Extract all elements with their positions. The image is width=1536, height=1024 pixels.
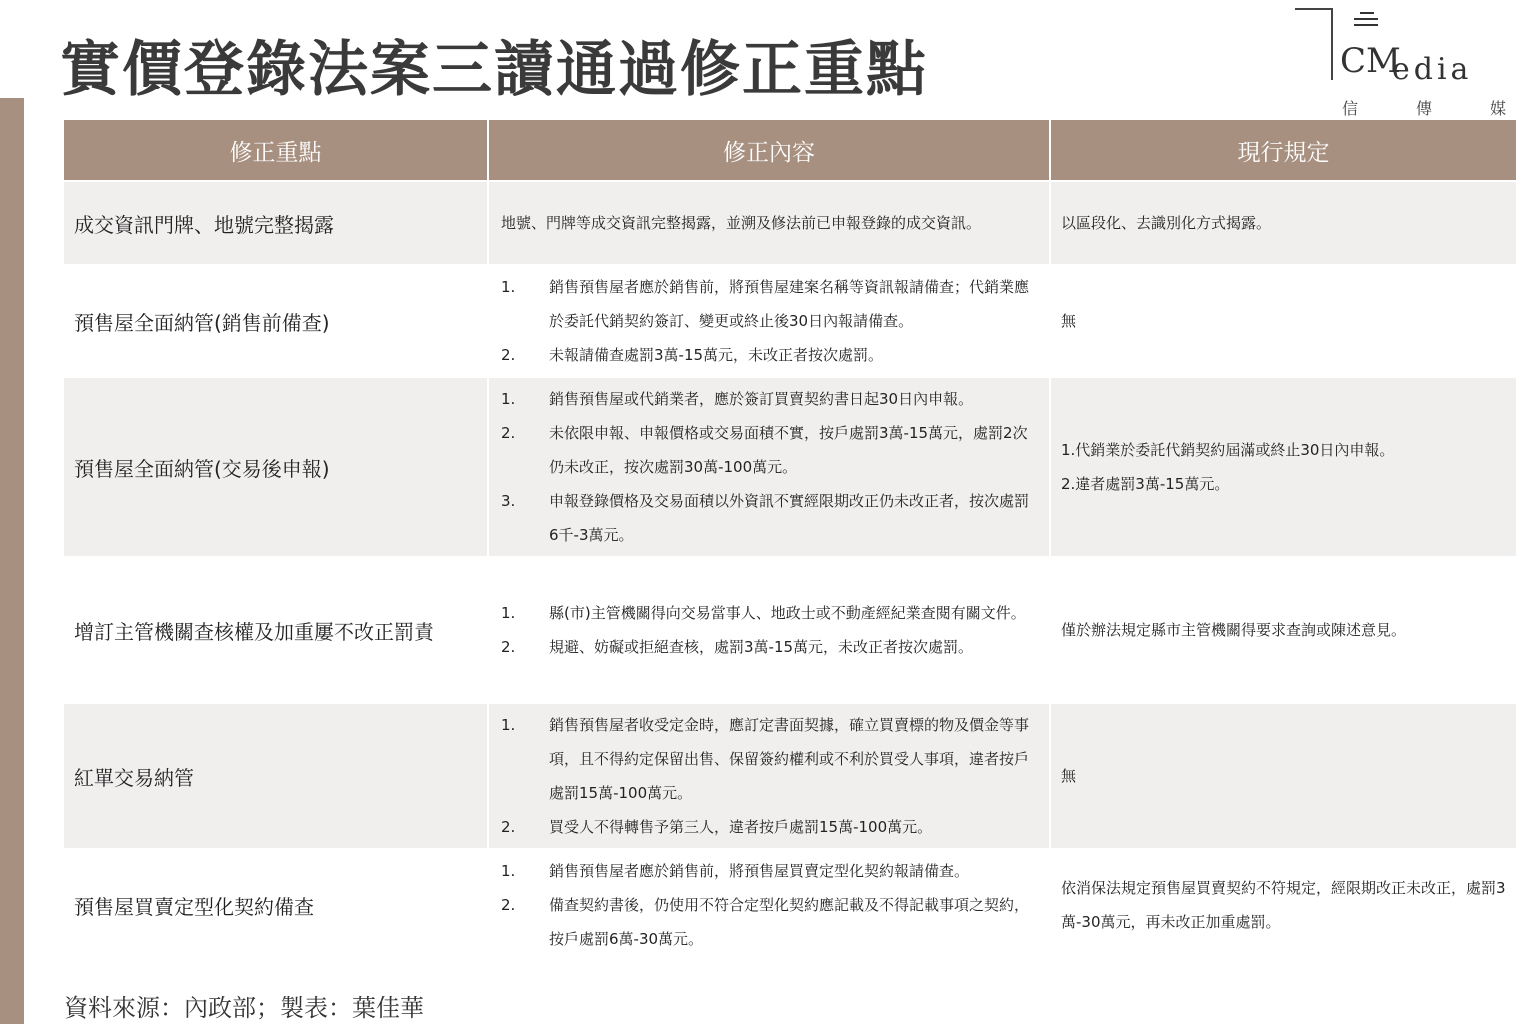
row-content: 地號、門牌等成交資訊完整揭露，並溯及修法前已申報登錄的成交資訊。 [488,181,1050,265]
row-current: 無 [1050,703,1516,849]
logo-media: edia [1392,52,1473,87]
table-row [64,377,1516,557]
header-topic: 修正重點 [64,120,488,181]
row-topic: 紅單交易納管 [64,703,488,849]
row-topic: 預售屋全面納管(交易後申報) [64,377,488,557]
row-topic: 預售屋全面納管(銷售前備查) [64,265,488,377]
table-row [64,557,1516,703]
list-item: 2. 未報請備查處罰3萬-15萬元，未改正者按次處罰。 [501,346,884,364]
list-item: 1. 銷售預售屋者應於銷售前，將預售屋建案名稱等資訊報請備查；代銷業應於委託代銷契約簽訂、變更或終止後30日內報請備查。 [501,278,1030,330]
list-item: 2. 買受人不得轉售予第三人，違者按戶處罰15萬-100萬元。 [501,818,933,836]
list-item: 2. 未依限申報、申報價格或交易面積不實，按戶處罰3萬-15萬元，處罰2次仍未改正，按次處罰30萬-100萬元。 [501,424,1028,476]
logo-cm: CM [1340,41,1401,81]
table-row [64,849,1516,960]
row-content [488,703,1050,849]
amendment-table [64,120,1516,960]
row-content [488,377,1050,557]
header-content: 修正內容 [488,120,1050,181]
row-content [488,265,1050,377]
page-title: 實價登錄法案三讀通過修正重點 [60,35,928,105]
table-row [64,181,1516,265]
list-item: 1. 銷售預售屋者收受定金時，應訂定書面契據，確立買賣標的物及價金等事項，且不得約定保留出售、保留簽約權利或不利於買受人事項，違者按戶處罰15萬-100萬元。 [501,716,1030,802]
row-content [488,849,1050,960]
row-current: 以區段化、去識別化方式揭露。 [1050,181,1516,265]
row-current: 僅於辦法規定縣市主管機關得要求查詢或陳述意見。 [1050,557,1516,703]
list-item: 1. 縣(市)主管機關得向交易當事人、地政士或不動產經紀業查閱有關文件。 [501,604,1026,622]
tcm-media-logo [1292,4,1512,118]
row-content [488,557,1050,703]
row-topic: 預售屋買賣定型化契約備查 [64,849,488,960]
logo-subtitle: 信 傳 媒 [1342,99,1506,118]
row-current: 無 [1050,265,1516,377]
table-row [64,265,1516,377]
row-current: 依消保法規定預售屋買賣契約不符規定，經限期改正未改正，處罰3萬-30萬元，再未改正加重處罰。 [1050,849,1516,960]
table-row [64,703,1516,849]
list-item: 2. 規避、妨礙或拒絕查核，處罰3萬-15萬元，未改正者按次處罰。 [501,638,974,656]
row-topic: 成交資訊門牌、地號完整揭露 [64,181,488,265]
row-current: 1.代銷業於委託代銷契約屆滿或終止30日內申報。 2.違者處罰3萬-15萬元。 [1050,377,1516,557]
list-item: 1. 銷售預售屋或代銷業者，應於簽訂買賣契約書日起30日內申報。 [501,390,974,408]
header-current: 現行規定 [1050,120,1516,181]
row-topic: 增訂主管機關查核權及加重屢不改正罰責 [64,557,488,703]
list-item: 3. 申報登錄價格及交易面積以外資訊不實經限期改正仍未改正者，按次處罰6千-3萬元。 [501,492,1030,544]
list-item: 1. 銷售預售屋者應於銷售前，將預售屋買賣定型化契約報請備查。 [501,862,970,880]
side-accent-bar [0,98,24,1024]
table-header-row [64,120,1516,181]
source-note: 資料來源：內政部；製表：葉佳華 [64,994,424,1022]
list-item: 2. 備查契約書後，仍使用不符合定型化契約應記載及不得記載事項之契約，按戶處罰6萬-30萬元。 [501,896,1030,948]
